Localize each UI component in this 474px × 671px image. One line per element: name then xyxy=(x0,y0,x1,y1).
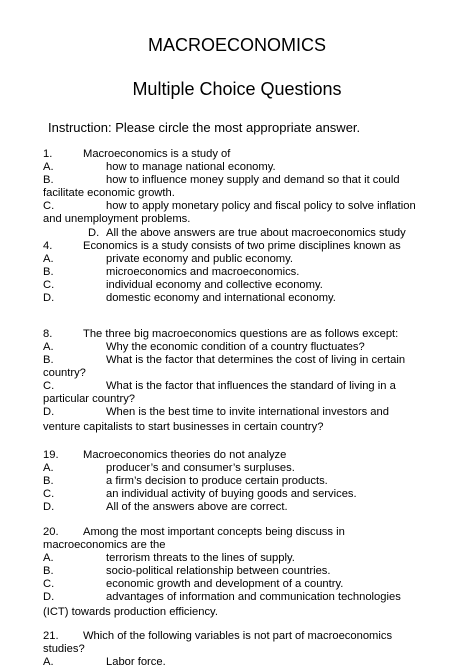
option-letter: B. xyxy=(43,565,54,577)
question-text-continued: macroeconomics are the xyxy=(43,539,166,551)
option-text: private economy and public economy. xyxy=(106,253,293,265)
question-text: Macroeconomics is a study of xyxy=(83,148,231,160)
option-text-continued: venture capitalists to start businesses in certain country? xyxy=(43,421,324,433)
option-text: What is the factor that influences the standard of living in a xyxy=(106,380,396,392)
option-letter: C. xyxy=(43,200,55,212)
option-text: a firm’s decision to produce certain products. xyxy=(106,475,328,487)
option-text-continued: and unemployment problems. xyxy=(43,213,191,225)
question-text: Among the most important concepts being discuss in xyxy=(83,526,345,538)
question-text-continued: studies? xyxy=(43,643,85,655)
option-text-continued: particular country? xyxy=(43,393,136,405)
option-letter: D. xyxy=(43,406,55,418)
option-text: how to apply monetary policy and fiscal policy to solve inflation xyxy=(106,200,416,212)
option-letter: A. xyxy=(43,656,54,668)
option-letter: D. xyxy=(43,501,55,513)
option-letter: D. xyxy=(88,227,100,239)
option-letter: C. xyxy=(43,380,55,392)
option-text: All the above answers are true about macroeconomics study xyxy=(106,227,406,239)
option-text-continued: facilitate economic growth. xyxy=(43,187,175,199)
option-text: All of the answers above are correct. xyxy=(106,501,288,513)
option-letter: C. xyxy=(43,279,55,291)
option-text: socio-political relationship between countries. xyxy=(106,565,331,577)
option-letter: D. xyxy=(43,292,55,304)
option-letter: B. xyxy=(43,475,54,487)
question-text: The three big macroeconomics questions are as follows except: xyxy=(83,328,399,340)
question-number: 20. xyxy=(43,526,59,538)
option-text: how to influence money supply and demand so that it could xyxy=(106,174,400,186)
option-text-continued: country? xyxy=(43,367,86,379)
option-letter: B. xyxy=(43,354,54,366)
option-letter: D. xyxy=(43,591,55,603)
document-subtitle: Multiple Choice Questions xyxy=(132,79,342,99)
option-text: domestic economy and international economy. xyxy=(106,292,336,304)
option-letter: B. xyxy=(43,174,54,186)
option-text-continued: (ICT) towards production efficiency. xyxy=(43,606,218,618)
question-number: 4. xyxy=(43,240,53,252)
option-text: economic growth and development of a country. xyxy=(106,578,344,590)
question-number: 1. xyxy=(43,148,53,160)
option-text: Labor force. xyxy=(106,656,166,668)
option-text: an individual activity of buying goods and services. xyxy=(106,488,357,500)
option-letter: C. xyxy=(43,488,55,500)
option-text: advantages of information and communication technologies xyxy=(106,591,401,603)
option-text: how to manage national economy. xyxy=(106,161,276,173)
option-text: microeconomics and macroeconomics. xyxy=(106,266,300,278)
option-text: When is the best time to invite international investors and xyxy=(106,406,389,418)
question-text: Which of the following variables is not part of macroeconomics xyxy=(83,630,393,642)
option-letter: A. xyxy=(43,462,54,474)
option-letter: A. xyxy=(43,161,54,173)
option-text: terrorism threats to the lines of supply. xyxy=(106,552,295,564)
document-title: MACROECONOMICS xyxy=(147,35,326,55)
option-text: What is the factor that determines the cost of living in certain xyxy=(106,354,406,366)
option-text: Why the economic condition of a country fluctuates? xyxy=(106,341,365,353)
option-letter: A. xyxy=(43,253,54,265)
option-letter: B. xyxy=(43,266,54,278)
instruction-text: Instruction: Please circle the most appropriate answer. xyxy=(48,120,361,135)
option-letter: A. xyxy=(43,341,54,353)
question-number: 8. xyxy=(43,328,53,340)
question-text: Macroeconomics theories do not analyze xyxy=(83,449,287,461)
option-text: producer’s and consumer’s surpluses. xyxy=(106,462,295,474)
option-letter: A. xyxy=(43,552,54,564)
question-text: Economics is a study consists of two prime disciplines known as xyxy=(83,240,401,252)
option-letter: C. xyxy=(43,578,55,590)
question-number: 19. xyxy=(43,449,59,461)
question-number: 21. xyxy=(43,630,59,642)
option-text: individual economy and collective economy. xyxy=(106,279,323,291)
